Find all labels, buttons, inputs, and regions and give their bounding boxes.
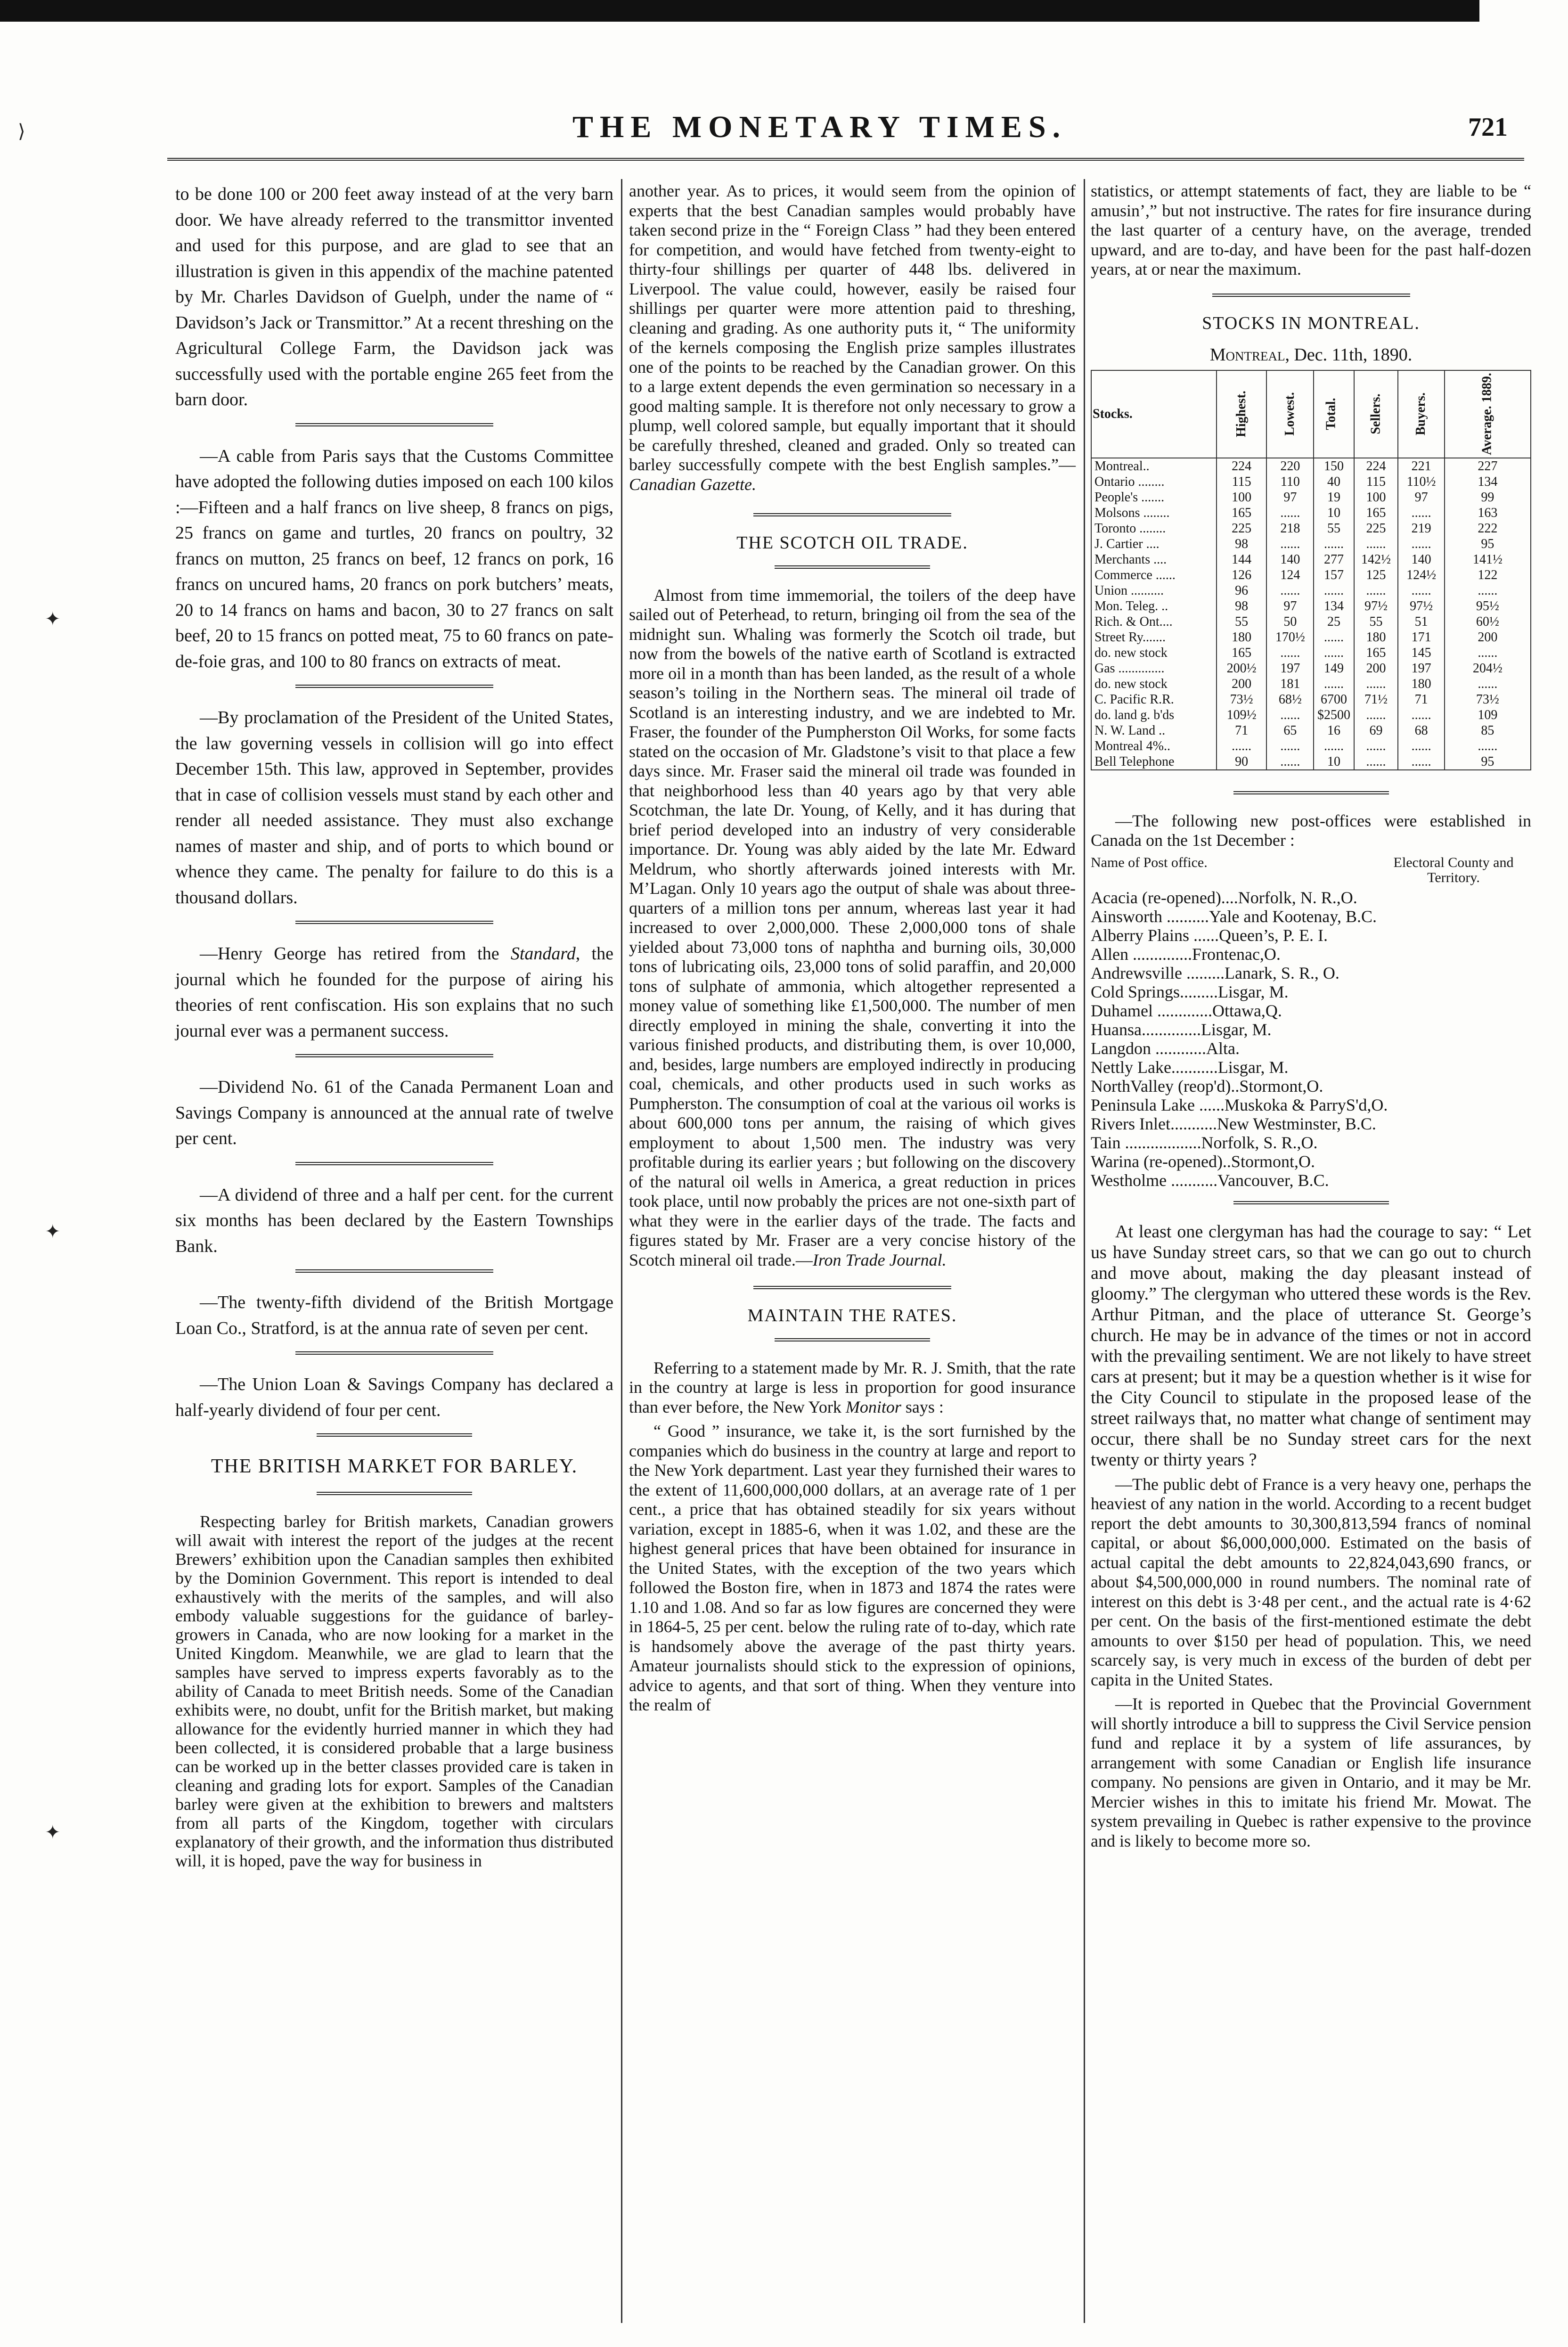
stock-value-cell: 197 [1398, 661, 1444, 676]
stock-name-cell: do. land g. b'ds [1091, 707, 1217, 723]
heading-stocks-montreal: STOCKS IN MONTREAL. [1202, 313, 1420, 333]
stock-value-cell: 97 [1398, 490, 1444, 505]
table-row [1091, 692, 1531, 707]
stock-value-cell: 68½ [1266, 692, 1314, 707]
separator [317, 1433, 472, 1439]
column-3 [1091, 181, 1531, 1856]
stock-value-cell: ...... [1445, 738, 1531, 754]
column-rule-1 [621, 179, 622, 2323]
stock-value-cell: 90 [1217, 754, 1266, 770]
paragraph-good-insurance: “ Good ” insurance, we take it, is the sort furnished by the companies which do business in the country at large and report to the New York department. Last year they furnished their wares to the extent of 11,600,000,000 dollars, at an average rate of 1 per cent., a price that has obtained steadily for six years without variation, except in 1885-6, when it was 1.02, and these are the highest general prices that have been obtained for insurance in the United States, with the exception of the two years which followed the Boston fire, when in 1873 and 1874 the rates were 1.10 and 1.08. And so far as low figures are concerned they were in 1864-5, 25 per cent. below the ruling rate of to-day, which rate is handsomely above the average of the past thirty years. Amateur journalists should stick to the expression of opinions, advice to agents, and that sort of thing. When they venture into the realm of [629, 1422, 1076, 1714]
column-1 [175, 181, 613, 1877]
stock-value-cell: 73½ [1445, 692, 1531, 707]
column-2 [629, 181, 1076, 1720]
stock-value-cell: 40 [1314, 474, 1354, 490]
margin-mark: ⟩ [18, 121, 25, 142]
stock-name-cell: Merchants .... [1091, 552, 1217, 567]
stocks-header-cell: Average. 1889. [1445, 370, 1531, 458]
table-row [1091, 536, 1531, 552]
column-rule-2 [1084, 179, 1085, 2323]
stock-value-cell: 277 [1314, 552, 1354, 567]
stock-value-cell: 55 [1354, 614, 1398, 630]
list-item: Huansa..............Lisgar, M. [1091, 1020, 1272, 1039]
list-item: Westholme ...........Vancouver, B.C. [1091, 1170, 1329, 1190]
stock-value-cell: 10 [1314, 505, 1354, 521]
stocks-header-cell: Highest. [1217, 370, 1266, 458]
stock-value-cell: ...... [1398, 583, 1444, 598]
stock-value-cell: 100 [1217, 490, 1266, 505]
stock-value-cell: ...... [1314, 583, 1354, 598]
stock-value-cell: 16 [1314, 723, 1354, 738]
publication-name: Standard [510, 944, 576, 964]
stock-value-cell: 95½ [1445, 598, 1531, 614]
separator [295, 921, 493, 927]
stock-value-cell: 98 [1217, 598, 1266, 614]
stock-name-cell: Gas .............. [1091, 661, 1217, 676]
stock-value-cell: 71 [1398, 692, 1444, 707]
stock-value-cell: ...... [1354, 536, 1398, 552]
stock-name-cell: N. W. Land .. [1091, 723, 1217, 738]
stocks-table-body [1091, 458, 1531, 770]
stock-name-cell: Rich. & Ont.... [1091, 614, 1217, 630]
stock-value-cell: 110 [1266, 474, 1314, 490]
stock-value-cell: 126 [1217, 567, 1266, 583]
list-item: Langdon ............Alta. [1091, 1039, 1240, 1058]
stock-value-cell: 125 [1354, 567, 1398, 583]
stock-value-cell: $2500 [1314, 707, 1354, 723]
table-row [1091, 707, 1531, 723]
stock-value-cell: ...... [1314, 738, 1354, 754]
table-row [1091, 552, 1531, 567]
stock-value-cell: 71½ [1354, 692, 1398, 707]
margin-mark: ✦ [45, 1221, 61, 1242]
paragraph-eastern-townships: —A dividend of three and a half per cent. for the current six months has been declared by the Eastern Townships Bank. [175, 1185, 613, 1256]
list-item: Rivers Inlet...........New Westminster, B.C. [1091, 1114, 1376, 1133]
stock-value-cell: 55 [1314, 521, 1354, 536]
paragraph-threshing: to be done 100 or 200 feet away instead of at the very barn door. We have already referred to the transmittor invented and used for this purpose, and are glad to see that an illustration is given in this appendix of the machine patented by Mr. Charles Davidson of Guelph, under the name of “ Davidson’s Jack or Transmittor.” At a recent threshing on the Agricultural College Farm, the Davidson jack was successfully used with the portable engine 265 feet from the barn door. [175, 184, 613, 409]
stock-value-cell: 157 [1314, 567, 1354, 583]
source-citation: Iron Trade Journal. [812, 1250, 947, 1269]
stock-name-cell: C. Pacific R.R. [1091, 692, 1217, 707]
stock-value-cell: 170½ [1266, 630, 1314, 645]
paragraph-collision-law: —By proclamation of the President of the United States, the law governing vessels in collision will go into effect December 15th. This law, approved in September, provides that in case of collision vessels must stand by each other and render all needed assistance. They must also exchange names of master and ship, and of ports to which bound or whence they came. The penalty for failure to do this is a thousand dollars. [175, 708, 613, 908]
top-black-bar [0, 0, 1479, 22]
stock-value-cell: 110½ [1398, 474, 1444, 490]
table-row [1091, 458, 1531, 474]
list-item: Ainsworth ..........Yale and Kootenay, B.C. [1091, 907, 1377, 926]
paragraph-post-offices: —The following new post-offices were established in Canada on the 1st December : [1091, 811, 1531, 850]
stock-value-cell: 50 [1266, 614, 1314, 630]
stock-value-cell: ...... [1314, 536, 1354, 552]
stock-value-cell: 200 [1354, 661, 1398, 676]
stock-value-cell: 19 [1314, 490, 1354, 505]
stock-name-cell: Ontario ........ [1091, 474, 1217, 490]
stock-name-cell: Bell Telephone [1091, 754, 1217, 770]
stock-name-cell: Mon. Teleg. .. [1091, 598, 1217, 614]
stock-value-cell: 220 [1266, 458, 1314, 474]
paragraph-sunday-cars: At least one clergyman has had the courage to say: “ Let us have Sunday street cars, so that we can go out to church and move about, making the day pleasant instead of gloomy.” The clergyman who uttered these words is the Rev. Arthur Pitman, and the place of utterance St. George’s church. He may be in advance of the times or not in accord with the prevailing sentiment. We are not likely to have street cars at present; but it may be a question whether is it wise for the City Council to stipulate in the proposed lease of the street railways that, no matter what change of sentiment may occur, there shall be no Sunday street cars for the next twenty or thirty years ? [1091, 1221, 1531, 1470]
list-item: Allen ..............Frontenac,O. [1091, 944, 1281, 964]
stock-value-cell: 222 [1445, 521, 1531, 536]
list-item: Acacia (re-opened)....Norfolk, N. R.,O. [1091, 888, 1357, 907]
stock-name-cell: Montreal.. [1091, 458, 1217, 474]
stock-value-cell: 100 [1354, 490, 1398, 505]
table-row [1091, 490, 1531, 505]
stock-value-cell: ...... [1445, 676, 1531, 692]
stock-value-cell: 171 [1398, 630, 1444, 645]
margin-mark: ✦ [45, 608, 61, 630]
stock-value-cell: 69 [1354, 723, 1398, 738]
paragraph-henry-george: —Henry George has retired from the Standard, the journal which he founded for the purpose of airing his theories of rent confiscation. His son explains that no such journal ever was a permanent success. [175, 944, 613, 1041]
paragraph-scotch-oil: Almost from time immemorial, the toilers of the deep have sailed out of Peterhead, to return, bringing oil from the sea of the midnight sun. Whaling was formerly the Scotch oil trade, but now from the bowels of the native earth of Scotland is extracted more oil in a month than has been landed, as the result of a whole season’s toiling in the Northern seas. The mineral oil trade of Scotland is an interesting industry, and we are indebted to Mr. Fraser, the founder of the Pumpherston Oil Works, for some facts stated on the occasion of Mr. Gladstone’s visit to that place a few days since. Mr. Fraser said the mineral oil trade was founded in that neighborhood less than 40 years ago by that very able Scotchman, the late Dr. Young, of Kelly, and it has during that brief period developed into an industry of very considerable importance. Dr. Young was ably aided by the late Mr. Edward Meldrum, who shortly afterwards joined interests with Mr. M’Lagan. Only 10 years ago the output of shale was about three-quarters of a million tons per annum, whereas last year it had increased to over 2,000,000. These 2,000,000 tons of shale yielded about 73,000 tons of naphtha and burning oils, 30,000 tons of lubricating oils, 23,000 tons of solid paraffin, and 20,000 tons of sulphate of ammonia, which altogether represented a money value of something like £1,500,000. The number of men directly employed in mining the shale, converting it into the various finished products, and distributing them, is over 10,000, and, besides, large numbers are employed indirectly in producing coal, chemicals, and other products used in such works as Pumpherston. The consumption of coal at the various oil works is about 600,000 tons per annum, the raising of which gives employment to about 1,500 men. The industry was very profitable during its earlier years ; but following on the discovery of the natural oil wells in America, a great reduction in prices took place, until now probably the prices are not one-sixth part of what they were in the earlier days of the trade. The facts and figures stated by Mr. Fraser are a very concise history of the Scotch mineral oil trade.—Iron Trade Journal. [629, 585, 1076, 1269]
table-row [1091, 598, 1531, 614]
heading-british-market-barley: THE BRITISH MARKET FOR BARLEY. [211, 1456, 578, 1477]
stocks-table-header [1091, 370, 1531, 458]
stocks-header-cell: Total. [1314, 370, 1354, 458]
paragraph-france-debt: —The public debt of France is a very heavy one, perhaps the heaviest of any nation in the world. According to a recent budget report the debt amounts to 30,300,813,594 francs of nominal capital, or about $6,000,000,000. Estimated on the basis of actual capital the debt amounts to 22,824,043,690 francs, or about $4,500,000,000 in round numbers. The nominal rate of interest on this debt is 3·48 per cent., and the actual rate is 4·62 per cent. On the basis of the first-mentioned estimate the debt amounts to over $150 per head of population. This, we need scarcely say, is very much in excess of the burden of debt per capita in the United States. [1091, 1474, 1531, 1689]
header-rule [167, 158, 1524, 161]
stock-value-cell: 122 [1445, 567, 1531, 583]
stock-value-cell: 141½ [1445, 552, 1531, 567]
publication-name: Monitor [845, 1397, 901, 1416]
list-item: Andrewsville .........Lanark, S. R., O. [1091, 963, 1339, 982]
stock-value-cell: 99 [1445, 490, 1531, 505]
stock-value-cell: 95 [1445, 536, 1531, 552]
heading-maintain-rates: MAINTAIN THE RATES. [747, 1306, 957, 1325]
separator [1212, 294, 1410, 300]
stock-value-cell: 115 [1354, 474, 1398, 490]
stock-value-cell: 140 [1398, 552, 1444, 567]
paragraph-barley-continued: another year. As to prices, it would seem from the opinion of experts that the best Canadian samples would probably have taken second prize in the “ Foreign Class ” had they been entered for competition, and would have fetched from twenty-eight to thirty-four shillings per quarter of 448 lbs. delivered in Liverpool. The value could, however, easily be raised four shillings per quarter were more attention paid to threshing, cleaning and grading. As one authority puts it, “ The uniformity of the kernels composing the English prize samples illustrates one of the points to be reached by the Canadian grower. On this to a large extent depends the even germination so necessary in a good malting sample. It is therefore not only necessary to grow a plump, well colored sample, but equally important that it should be carefully threshed, cleaned and graded. Only so treated can barley successfully compete with the best English samples.”—Canadian Gazette. [629, 181, 1076, 494]
stock-value-cell: ...... [1445, 583, 1531, 598]
stock-name-cell: J. Cartier .... [1091, 536, 1217, 552]
stock-value-cell: 124½ [1398, 567, 1444, 583]
stock-name-cell: Molsons ........ [1091, 505, 1217, 521]
stock-value-cell: 165 [1354, 505, 1398, 521]
stock-value-cell: 200½ [1217, 661, 1266, 676]
stock-value-cell: 95 [1445, 754, 1531, 770]
stock-value-cell: ...... [1266, 583, 1314, 598]
stock-value-cell: 145 [1398, 645, 1444, 661]
table-row [1091, 723, 1531, 738]
stock-value-cell: 134 [1314, 598, 1354, 614]
stock-value-cell: ...... [1217, 738, 1266, 754]
separator [295, 1351, 493, 1357]
stock-value-cell: 96 [1217, 583, 1266, 598]
post-office-name-column: Name of Post office. [1091, 854, 1208, 870]
paragraph-quebec-pensions: —It is reported in Quebec that the Provincial Government will shortly introduce a bill to suppress the Civil Service pension fund and replace it by a system of life assurances, by arrangement with some Canadian or English life insurance company. No pensions are given in Ontario, and it may be Mr. Mercier wishes in this to imitate his friend Mr. Mowat. The system prevailing in Quebec is rather expensive to the province and is likely to become more so. [1091, 1694, 1531, 1850]
list-item: NorthValley (reop'd)..Stormont,O. [1091, 1076, 1323, 1096]
stock-value-cell: ...... [1398, 754, 1444, 770]
stock-value-cell: 10 [1314, 754, 1354, 770]
separator [775, 565, 930, 572]
stock-value-cell: 109½ [1217, 707, 1266, 723]
post-office-columns [1091, 855, 1531, 885]
stock-value-cell: ...... [1354, 754, 1398, 770]
stock-value-cell: ...... [1266, 707, 1314, 723]
stock-name-cell: Montreal 4%.. [1091, 738, 1217, 754]
source-citation: Canadian Gazette. [629, 474, 756, 494]
stocks-header-cell: Buyers. [1398, 370, 1444, 458]
stock-value-cell: ...... [1398, 505, 1444, 521]
stock-value-cell: ...... [1266, 505, 1314, 521]
paragraph-union-loan: —The Union Loan & Savings Company has declared a half-yearly dividend of four per cent. [175, 1374, 613, 1420]
stock-value-cell: 225 [1354, 521, 1398, 536]
stock-value-cell: 200 [1217, 676, 1266, 692]
table-row [1091, 614, 1531, 630]
separator [753, 1286, 951, 1292]
stock-value-cell: 60½ [1445, 614, 1531, 630]
separator [1233, 1201, 1389, 1207]
stock-value-cell: 98 [1217, 536, 1266, 552]
separator [295, 685, 493, 691]
stock-name-cell: Union .......... [1091, 583, 1217, 598]
stock-value-cell: 6700 [1314, 692, 1354, 707]
stock-value-cell: ...... [1354, 707, 1398, 723]
stock-value-cell: 109 [1445, 707, 1531, 723]
stock-value-cell: 163 [1445, 505, 1531, 521]
stock-value-cell: 224 [1217, 458, 1266, 474]
heading-scotch-oil-trade: THE SCOTCH OIL TRADE. [736, 533, 968, 553]
separator [1233, 791, 1389, 797]
stock-value-cell: 73½ [1217, 692, 1266, 707]
stock-value-cell: 180 [1398, 676, 1444, 692]
stocks-header-cell: Lowest. [1266, 370, 1314, 458]
separator [295, 1269, 493, 1276]
margin-mark: ✦ [45, 1822, 61, 1843]
page-header [170, 109, 1536, 152]
stock-value-cell: 71 [1217, 723, 1266, 738]
list-item: Warina (re-opened)..Stormont,O. [1091, 1152, 1315, 1171]
paragraph-dividend-61: —Dividend No. 61 of the Canada Permanent Loan and Savings Company is announced at the annual rate of twelve per cent. [175, 1077, 613, 1148]
table-row [1091, 505, 1531, 521]
table-row [1091, 583, 1531, 598]
stock-value-cell: 85 [1445, 723, 1531, 738]
stock-value-cell: 149 [1314, 661, 1354, 676]
separator [753, 513, 951, 519]
stock-value-cell: 197 [1266, 661, 1314, 676]
separator [295, 1162, 493, 1168]
stock-value-cell: 97 [1266, 490, 1314, 505]
stock-value-cell: 142½ [1354, 552, 1398, 567]
list-item: Duhamel .............Ottawa,Q. [1091, 1001, 1282, 1020]
stock-value-cell: 140 [1266, 552, 1314, 567]
page-title: THE MONETARY TIMES. [572, 110, 1067, 144]
table-row [1091, 754, 1531, 770]
table-row [1091, 474, 1531, 490]
table-row [1091, 661, 1531, 676]
stocks-table [1091, 370, 1531, 770]
paragraph-rates-intro: Referring to a statement made by Mr. R. J. Smith, that the rate in the country at large is less in proportion for good insurance than ever before, the New York Monitor says : [629, 1358, 1076, 1416]
stock-value-cell: ...... [1314, 676, 1354, 692]
table-row [1091, 630, 1531, 645]
table-row [1091, 645, 1531, 661]
stocks-header-cell: Sellers. [1354, 370, 1398, 458]
stock-value-cell: 115 [1217, 474, 1266, 490]
stock-value-cell: 65 [1266, 723, 1314, 738]
stock-value-cell: 218 [1266, 521, 1314, 536]
table-row [1091, 676, 1531, 692]
stock-value-cell: 134 [1445, 474, 1531, 490]
stock-value-cell: ...... [1266, 738, 1314, 754]
stock-value-cell: 97½ [1354, 598, 1398, 614]
stock-value-cell: ...... [1354, 583, 1398, 598]
stock-value-cell: ...... [1354, 676, 1398, 692]
stock-value-cell: ...... [1266, 754, 1314, 770]
stock-value-cell: 97½ [1398, 598, 1444, 614]
list-item: Tain ..................Norfolk, S. R.,O. [1091, 1133, 1318, 1152]
list-item: Nettly Lake...........Lisgar, M. [1091, 1057, 1289, 1077]
stock-value-cell: ...... [1354, 738, 1398, 754]
separator [317, 1492, 472, 1498]
table-row [1091, 567, 1531, 583]
paragraph-paris-duties: —A cable from Paris says that the Customs Committee have adopted the following duties imposed on each 100 kilos :—Fifteen and a half francs on live sheep, 8 francs on pigs, 25 francs on game and turtles, 20 francs on poultry, 32 francs on mutton, 25 francs on beef, 12 francs on pork, 16 francs on uncured hams, 20 francs on pork butchers’ meats, 20 to 14 francs on hams and bacon, 30 to 27 francs on salt beef, 20 to 15 francs on potted meat, 75 to 60 francs on pate-de-foie gras, and 100 to 80 francs on extracts of meat. [175, 446, 613, 671]
stock-value-cell: 55 [1217, 614, 1266, 630]
stock-value-cell: 225 [1217, 521, 1266, 536]
stock-value-cell: 165 [1217, 645, 1266, 661]
stock-value-cell: 165 [1354, 645, 1398, 661]
table-row [1091, 738, 1531, 754]
stock-value-cell: 204½ [1445, 661, 1531, 676]
stock-value-cell: ...... [1266, 536, 1314, 552]
stock-name-cell: People's ....... [1091, 490, 1217, 505]
stock-value-cell: 97 [1266, 598, 1314, 614]
stocks-date: Montreal, Dec. 11th, 1890. [1209, 345, 1413, 365]
post-office-county-column: Electoral County and Territory. [1393, 854, 1514, 885]
stock-name-cell: Street Ry....... [1091, 630, 1217, 645]
stock-value-cell: 221 [1398, 458, 1444, 474]
stock-name-cell: Commerce ...... [1091, 567, 1217, 583]
stock-value-cell: 124 [1266, 567, 1314, 583]
stock-value-cell: ...... [1314, 630, 1354, 645]
post-office-list [1091, 888, 1531, 1190]
paragraph-british-mortgage: —The twenty-fifth dividend of the British Mortgage Loan Co., Stratford, is at the annua rate of seven per cent. [175, 1292, 613, 1338]
stock-value-cell: ...... [1314, 645, 1354, 661]
separator [295, 423, 493, 429]
stocks-header-cell: Stocks. [1091, 370, 1217, 458]
stock-value-cell: ...... [1398, 707, 1444, 723]
stock-value-cell: 144 [1217, 552, 1266, 567]
stock-value-cell: 180 [1354, 630, 1398, 645]
stock-value-cell: 165 [1217, 505, 1266, 521]
list-item: Cold Springs.........Lisgar, M. [1091, 982, 1289, 1001]
stock-name-cell: Toronto ........ [1091, 521, 1217, 536]
paragraph-fire-rates: statistics, or attempt statements of fact, they are liable to be “ amusin’,” but not instructive. The rates for fire insurance during the last quarter of a century have, on the average, trended upward, and are to-day, and have been for the past half-dozen years, at or near the maximum. [1091, 181, 1531, 278]
list-item: Peninsula Lake ......Muskoka & ParryS'd,O. [1091, 1095, 1388, 1114]
stock-name-cell: do. new stock [1091, 645, 1217, 661]
stock-value-cell: ...... [1445, 645, 1531, 661]
stock-value-cell: ...... [1398, 738, 1444, 754]
stock-value-cell: 219 [1398, 521, 1444, 536]
stock-value-cell: 227 [1445, 458, 1531, 474]
separator [775, 1338, 930, 1344]
stock-value-cell: 180 [1217, 630, 1266, 645]
stock-value-cell: ...... [1398, 536, 1444, 552]
list-item: Alberry Plains ......Queen’s, P. E. I. [1091, 925, 1328, 945]
stock-name-cell: do. new stock [1091, 676, 1217, 692]
stock-value-cell: 181 [1266, 676, 1314, 692]
stock-value-cell: 150 [1314, 458, 1354, 474]
stock-value-cell: 224 [1354, 458, 1398, 474]
separator [295, 1054, 493, 1060]
table-row [1091, 521, 1531, 536]
paragraph-barley: Respecting barley for British markets, Canadian growers will await with interest the report of the judges at the recent Brewers’ exhibition upon the Canadian samples then exhibited by the Dominion Government. This report is intended to deal exhaustively with the merits of the samples, and will also embody valuable suggestions for the guidance of barley-growers in Canada, who are now looking for a market in the United Kingdom. Meanwhile, we are glad to learn that the samples have served to impress experts favorably as to the ability of Canada to meet British needs. Some of the Canadian exhibits were, no doubt, unfit for the British market, but making allowance for the evidently hurried manner in which they had been collected, it is considered probable that a large business can be worked up in the better classes provided care is taken in cleaning and grading lots for export. Samples of the Canadian barley were given at the exhibition to brewers and maltsters from all parts of the Kingdom, together with circulars explanatory of their growth, and the information thus distributed will, it is hoped, pave the way for business in [175, 1512, 613, 1870]
stock-value-cell: 200 [1445, 630, 1531, 645]
page-number: 721 [1468, 113, 1508, 142]
stock-value-cell: 51 [1398, 614, 1444, 630]
stock-value-cell: 25 [1314, 614, 1354, 630]
stock-value-cell: 68 [1398, 723, 1444, 738]
stock-value-cell: ...... [1266, 645, 1314, 661]
